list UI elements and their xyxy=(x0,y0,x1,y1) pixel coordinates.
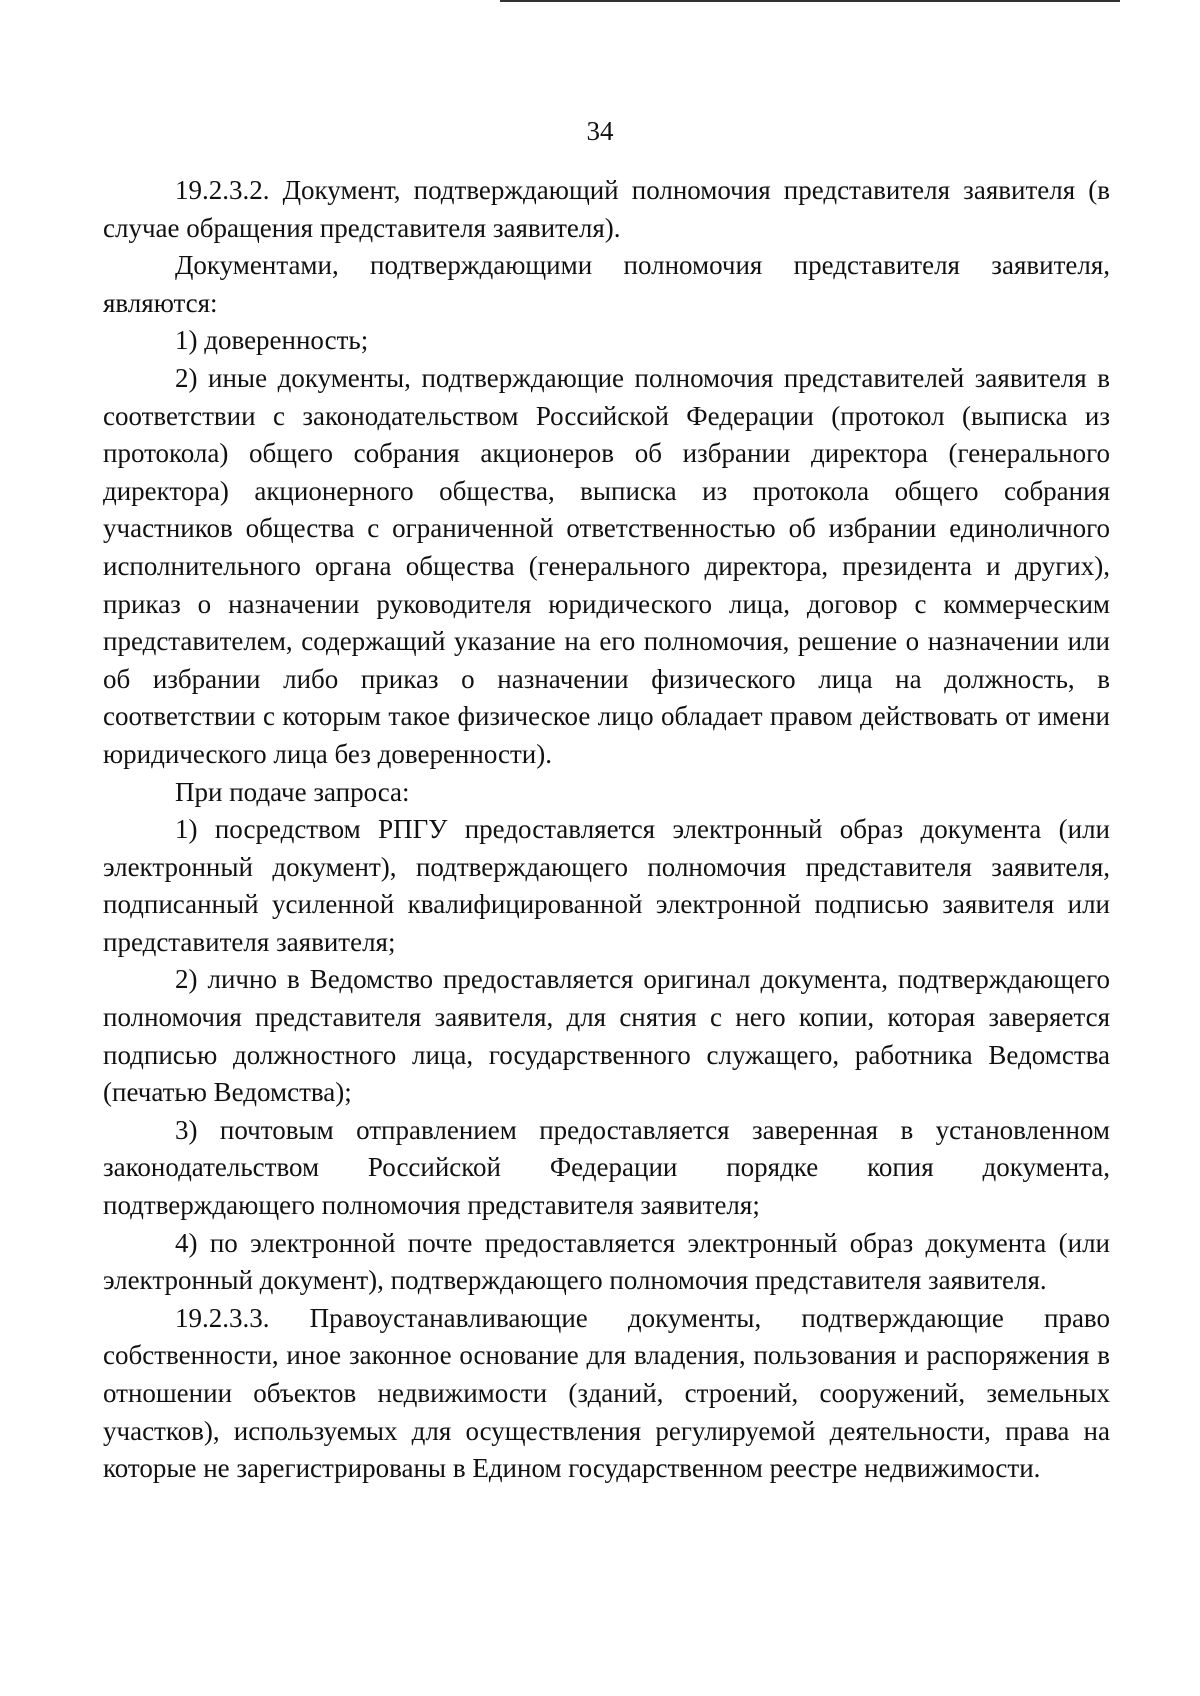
paragraph-item-power-of-attorney: 1) доверенность; xyxy=(175,325,369,356)
paragraph-item-other-documents: 2) иные документы, подтверждающие полномочия представителей заявителя в соответствии с законодательством Российской Федерации (протокол (выписка из протокола) общего собрания акционеров об избрании директора (генерального директора) акционерного общества, выписка из протокола общего собрания участников общества с ограниченной ответственностью об избрании единоличного исполнительного органа общества (генерального директора, президента и других), приказ о назначении руководителя юридического лица, договор с коммерческим представителем, содержащий указание на его полномочия, решение о назначении или об избрании либо приказ о назначении физического лица на должность, в соответствии с которым такое физическое лицо обладает правом действовать от имени юридического лица без доверенности). xyxy=(103,362,1110,769)
document-body xyxy=(103,172,1110,1488)
paragraph-19-2-3-3: 19.2.3.3. Правоустанавливающие документы, подтверждающие право собственности, иное законное основание для владения, пользования и распоряжения в отношении объектов недвижимости (зданий, строений, сооружений, земельных участков), используемых для осуществления регулируемой деятельности, права на которые не зарегистрированы в Едином государственном реестре недвижимости. xyxy=(103,1302,1110,1484)
paragraph-submission-email: 4) по электронной почте предоставляется электронный образ документа (или электронный документ), подтверждающего полномочия представителя заявителя. xyxy=(103,1227,1110,1296)
page-number: 34 xyxy=(586,116,614,146)
paragraph-19-2-3-2: 19.2.3.2. Документ, подтверждающий полномочия представителя заявителя (в случае обращения представителя заявителя). xyxy=(103,175,1110,243)
paragraph-submission-post: 3) почтовым отправлением предоставляется заверенная в установленном законодательством Российской Федерации порядке копия документа, подтверждающего полномочия представителя заявителя; xyxy=(103,1114,1110,1221)
paragraph-submission-rpgu: 1) посредством РПГУ предоставляется электронный образ документа (или электронный документ), подтверждающего полномочия представителя заявителя, подписанный усиленной квалифицированной электронной подписью заявителя или представителя заявителя; xyxy=(103,814,1110,957)
paragraph-submission-in-person: 2) лично в Ведомство предоставляется оригинал документа, подтверждающего полномочия представителя заявителя, для снятия с него копии, которая заверяется подписью должностного лица, государственного служащего, работника Ведомства (печатью Ведомства); xyxy=(103,964,1110,1108)
paragraph-submission-intro: При подаче запроса: xyxy=(175,776,410,807)
paragraph-documents-intro: Документами, подтверждающими полномочия представителя заявителя, являются: xyxy=(103,250,1110,318)
scan-edge-line xyxy=(500,0,1120,2)
